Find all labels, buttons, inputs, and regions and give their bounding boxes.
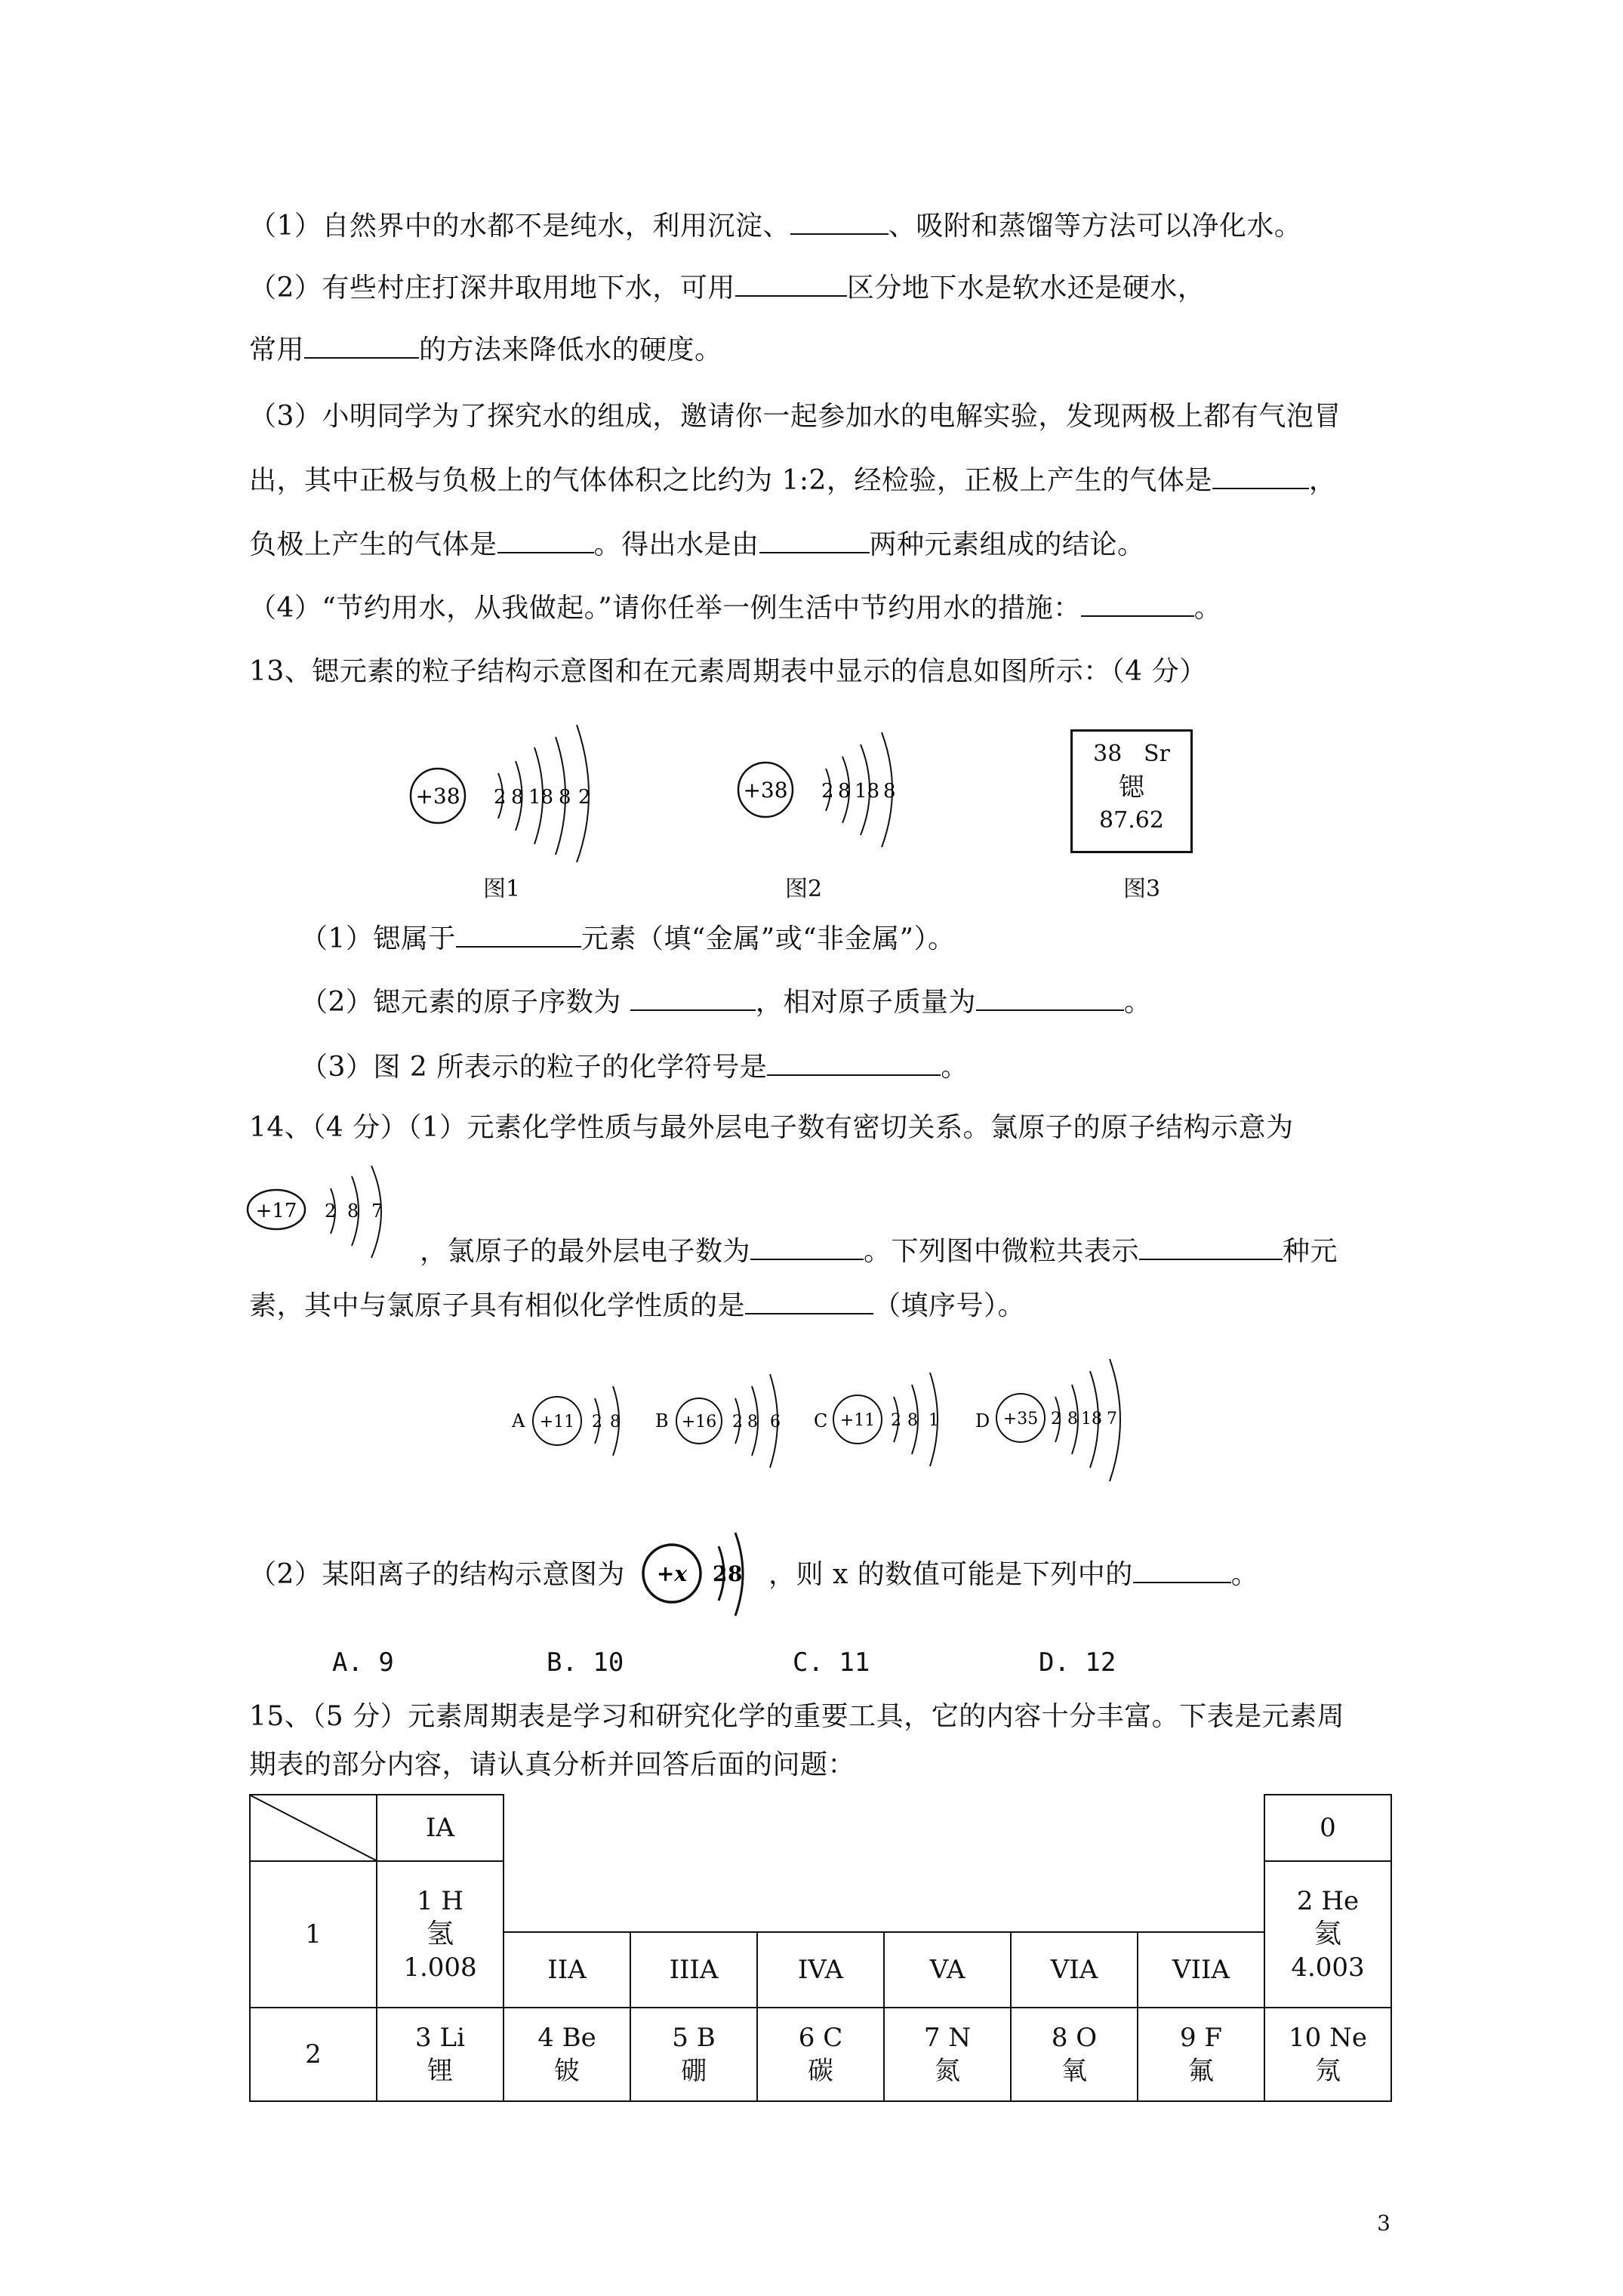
q14-part2-b [768, 1558, 1258, 1592]
answer-blank[interactable] [767, 1052, 941, 1076]
figure2-caption: 图2 [785, 876, 823, 902]
choice-a[interactable]: A. 9 [332, 1647, 394, 1678]
q13-text: （2）锶元素的原子序数为 [300, 987, 630, 1018]
element-cell-ne [1264, 2008, 1391, 2101]
element-cell-c [757, 2008, 884, 2101]
q13-sub1 [300, 923, 956, 956]
nucleus-charge: +35 [1002, 1410, 1039, 1428]
answer-blank[interactable] [497, 529, 594, 553]
figure3-caption: 图3 [1123, 876, 1161, 902]
q12-text: 。得出水是由 [593, 529, 759, 560]
q13-text: 。 [941, 1052, 969, 1083]
q13-text: （1）锶属于 [300, 923, 456, 954]
shell-electron-count: 2 [713, 1561, 728, 1586]
element-name: 锶 [1119, 772, 1144, 803]
group-header-viia: VIIA [1138, 1932, 1264, 2008]
page-number: 3 [1377, 2211, 1390, 2236]
element-name: 氢 [426, 1918, 454, 1949]
q12-line6 [249, 529, 1145, 562]
q14-stem-text: 14、（4 分）（1）元素化学性质与最外层电子数有密切关系。氯原子的原子结构示意为 [249, 1112, 1294, 1143]
q12-text: 。 [1193, 593, 1222, 624]
shell-electron-count: 8 [838, 780, 851, 803]
q13-stem [249, 655, 1207, 689]
q13-figure1-atom-diagram [408, 714, 634, 865]
shell-electron-count: 7 [371, 1200, 383, 1222]
shell-electron-count: 2 [494, 786, 507, 809]
element-name: 硼 [681, 2056, 707, 2086]
q12-line7 [249, 592, 1221, 625]
element-symbol: 3 Li [415, 2023, 465, 2053]
shell-electron-count: 8 [1067, 1410, 1078, 1428]
element-symbol: 1 H [416, 1886, 464, 1916]
particle-label: A [512, 1410, 525, 1432]
q12-text: （1）自然界中的水都不是纯水，利用沉淀、 [249, 211, 790, 242]
periodic-table [249, 1794, 1392, 2102]
q13-sub2 [300, 986, 1151, 1019]
element-name: 氖 [1315, 2056, 1341, 2086]
element-cell-f [1138, 2008, 1264, 2101]
element-name: 氮 [935, 2056, 960, 2086]
element-name: 碳 [808, 2056, 833, 2086]
q13-text: （3）图 2 所表示的粒子的化学符号是 [300, 1052, 768, 1083]
q13-text: ，相对原子质量为 [755, 987, 976, 1018]
element-name: 氧 [1061, 2056, 1087, 2086]
q12-text: （2）有些村庄打深井取用地下水，可用 [249, 273, 735, 304]
q13-figure3-element-card [1070, 729, 1193, 853]
table-corner-diagonal-cell [250, 1795, 377, 1861]
atomic-mass: 87.62 [1099, 807, 1164, 834]
q12-line3 [249, 334, 722, 367]
group-header-iva: IVA [757, 1932, 884, 2008]
particle-label: D [975, 1410, 990, 1432]
q12-line2 [249, 272, 1205, 305]
q13-text: 。 [1123, 987, 1152, 1018]
nucleus-charge: +11 [539, 1413, 575, 1432]
element-cell-li [377, 2008, 504, 2101]
atomic-mass: 1.008 [403, 1952, 477, 1983]
shell-electron-count: 18 [528, 786, 554, 809]
group-header-iiia: IIIA [630, 1932, 757, 2008]
q12-text: 负极上产生的气体是 [249, 529, 497, 560]
shell-electron-count: 2 [592, 1413, 602, 1432]
shell-electron-count: 2 [821, 780, 834, 803]
shell-electron-count: 6 [770, 1413, 781, 1432]
element-name: 锂 [427, 2056, 453, 2086]
q15-text: 15、（5 分）元素周期表是学习和研究化学的重要工具，它的内容十分丰富。下表是元素周 [249, 1701, 1345, 1732]
element-symbol: 4 Be [537, 2023, 596, 2053]
q12-text: 常用 [249, 334, 305, 365]
table-empty-top [504, 1795, 1264, 1932]
element-name: 铍 [554, 2056, 580, 2086]
answer-blank[interactable] [735, 273, 847, 297]
element-symbol: 5 B [672, 2023, 716, 2053]
q15-stem-line2 [249, 1749, 855, 1782]
group-header-iia: IIA [504, 1932, 630, 2008]
answer-blank[interactable] [1081, 593, 1194, 617]
particle-a [511, 1386, 621, 1456]
answer-blank[interactable] [456, 923, 581, 948]
shell-electron-count: 8 [610, 1413, 621, 1432]
q12-text: 、吸附和蒸馏等方法可以净化水。 [888, 211, 1302, 242]
atomic-mass: 4.003 [1291, 1952, 1365, 1983]
element-symbol: 10 Ne [1289, 2023, 1367, 2053]
element-cell-be [504, 2008, 630, 2101]
element-cell-n [884, 2008, 1011, 2101]
shell-electron-count: 8 [907, 1411, 918, 1430]
particle-label: C [814, 1410, 828, 1432]
q13-sub3 [300, 1051, 969, 1084]
choice-d[interactable]: D. 12 [1039, 1647, 1116, 1678]
q14-line2 [420, 1235, 1338, 1268]
answer-blank[interactable] [790, 211, 888, 235]
group-header-0: 0 [1264, 1795, 1391, 1861]
element-cell-b [630, 2008, 757, 2101]
q15-stem-line1 [249, 1700, 1344, 1734]
q12-line4 [249, 400, 1341, 433]
element-cell-he [1264, 1861, 1391, 2008]
particle-c [814, 1373, 939, 1466]
element-symbol: Sr [1143, 741, 1170, 767]
particle-b [655, 1374, 781, 1468]
particle-label: B [655, 1410, 669, 1432]
cation-diagram [642, 1519, 770, 1632]
q12-text: （4）“节约用水，从我做起。”请你任举一例生活中节约用水的措施： [249, 593, 1081, 624]
nucleus-charge: +38 [743, 778, 788, 803]
particle-d [975, 1359, 1120, 1481]
q12-text: 的方法来降低水的硬度。 [419, 334, 722, 365]
group-header-ia: IA [377, 1795, 504, 1861]
q14-text: 种元 [1283, 1236, 1338, 1267]
answer-blank[interactable] [759, 529, 870, 553]
shell-electron-count: 8 [747, 1413, 758, 1432]
nucleus-charge: +11 [839, 1411, 876, 1430]
q12-text: 区分地下水是软水还是硬水， [846, 273, 1206, 304]
q15-text: 期表的部分内容，请认真分析并回答后面的问题： [249, 1749, 856, 1780]
element-cell-o [1011, 2008, 1138, 2101]
period-label-2: 2 [250, 2008, 377, 2101]
q13-stem-text: 13、锶元素的粒子结构示意图和在元素周期表中显示的信息如图所示：（4 分） [249, 656, 1207, 687]
q14-text: （填序号）。 [873, 1290, 1026, 1321]
q14-stem [249, 1111, 1294, 1145]
element-symbol: 9 F [1179, 2023, 1223, 2053]
q12-text: （3）小明同学为了探究水的组成，邀请你一起参加水的电解实验，发现两极上都有气泡冒 [249, 401, 1341, 432]
element-name: 氦 [1313, 1918, 1341, 1949]
chlorine-atom-diagram [246, 1161, 427, 1267]
diagonal-line [251, 1795, 376, 1860]
shell-electron-count: 2 [325, 1200, 337, 1222]
q13-text: 元素（填“金属”或“非金属”）。 [581, 923, 956, 954]
shell-electron-count: 8 [347, 1200, 359, 1222]
nucleus-charge: +x [656, 1561, 688, 1586]
q14-text: ，则 x 的数值可能是下列中的 [768, 1559, 1133, 1590]
element-symbol: 8 O [1051, 2023, 1098, 2053]
shell-electron-count: 7 [1107, 1410, 1117, 1428]
shell-electron-count: 8 [883, 780, 896, 803]
q14-text: 。下列图中微粒共表示 [864, 1236, 1140, 1267]
element-cell-h [377, 1861, 504, 2008]
choice-c[interactable]: C. 11 [793, 1647, 870, 1678]
element-symbol: 2 He [1296, 1886, 1360, 1916]
particle-diagrams-abcd [504, 1351, 1153, 1487]
choice-b[interactable]: B. 10 [547, 1647, 624, 1678]
element-card-number-symbol [1073, 738, 1190, 771]
group-header-via: VIA [1011, 1932, 1138, 2008]
period-label-1: 1 [250, 1861, 377, 2008]
answer-blank[interactable] [1139, 1236, 1283, 1260]
q14-part2-a [249, 1558, 625, 1592]
figure1-caption: 图1 [483, 876, 521, 902]
shell-electron-count: 8 [728, 1561, 743, 1586]
q14-text: 素，其中与氯原子具有相似化学性质的是 [249, 1290, 746, 1321]
q14-text: （2）某阳离子的结构示意图为 [249, 1559, 625, 1590]
shell-electron-count: 2 [578, 786, 591, 809]
q13-figure2-ion-diagram [731, 714, 927, 865]
element-name: 氟 [1188, 2056, 1214, 2086]
q12-text: ， [1308, 465, 1337, 496]
answer-blank[interactable] [750, 1236, 864, 1260]
shell-electron-count: 2 [891, 1411, 901, 1430]
answer-blank[interactable] [976, 987, 1124, 1011]
shell-electron-count: 1 [929, 1411, 939, 1430]
answer-blank[interactable] [1133, 1559, 1231, 1583]
q12-line5 [249, 464, 1336, 498]
shell-electron-count: 8 [511, 786, 524, 809]
nucleus-charge: +38 [415, 784, 460, 809]
answer-blank[interactable] [745, 1290, 873, 1314]
shell-electron-count: 2 [1051, 1410, 1061, 1428]
q14-text: 。 [1230, 1559, 1259, 1590]
answer-blank[interactable] [630, 987, 756, 1011]
atomic-number: 38 [1093, 741, 1123, 767]
answer-blank[interactable] [1212, 465, 1309, 489]
q14-line3 [249, 1290, 1025, 1323]
q12-line1 [249, 210, 1301, 243]
group-header-va: VA [884, 1932, 1011, 2008]
element-symbol: 7 N [923, 2023, 972, 2053]
shell-electron-count: 2 [732, 1413, 743, 1432]
nucleus-charge: +17 [255, 1200, 297, 1222]
element-symbol: 6 C [798, 2023, 843, 2053]
shell-electron-count: 18 [1081, 1410, 1102, 1428]
nucleus-charge: +16 [681, 1413, 717, 1432]
q14-text: ，氯原子的最外层电子数为 [420, 1236, 751, 1267]
answer-blank[interactable] [304, 334, 419, 359]
shell-electron-count: 8 [559, 786, 571, 809]
q12-text: 两种元素组成的结论。 [869, 529, 1145, 560]
shell-electron-count: 18 [855, 780, 880, 803]
q12-text: 出，其中正极与负极上的气体体积之比约为 1:2，经检验，正极上产生的气体是 [249, 465, 1212, 496]
